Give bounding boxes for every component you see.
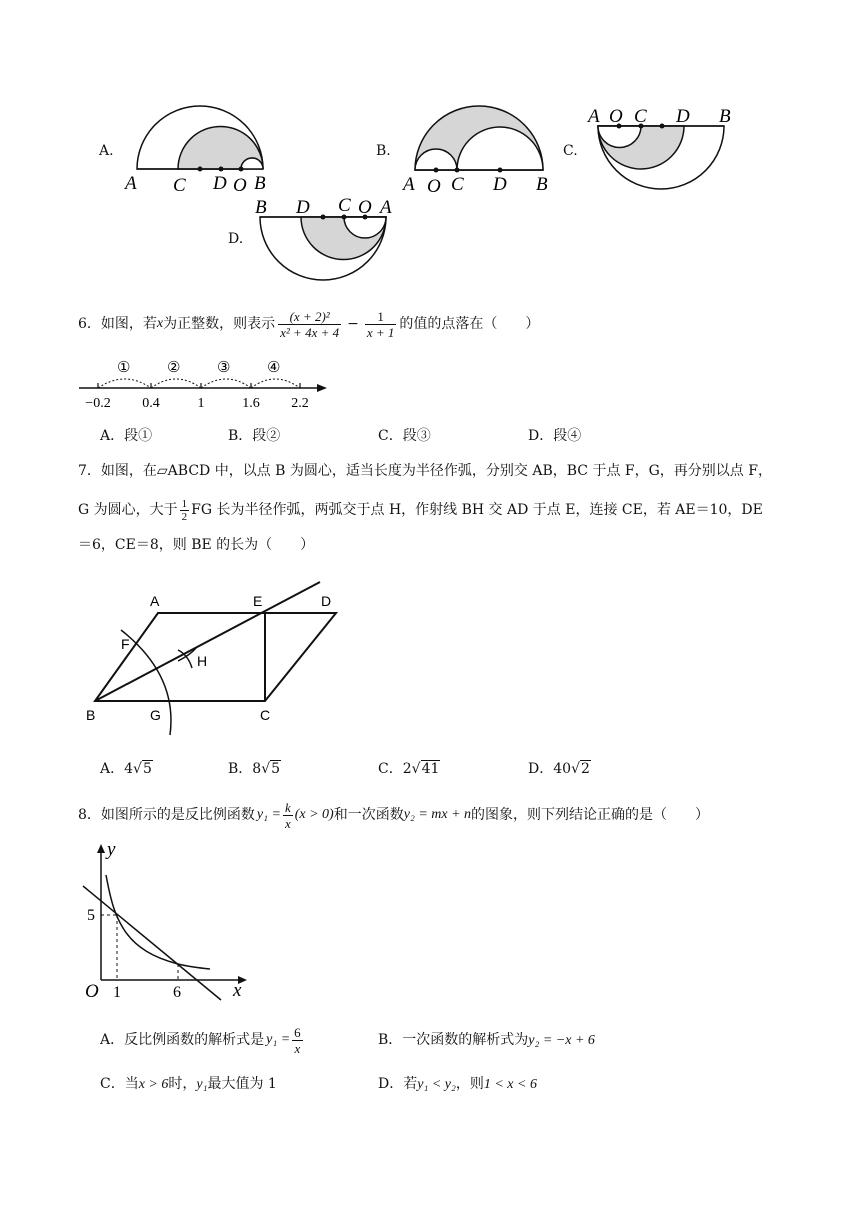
q8-option-c: C．当x > 6时，y₁最大值为 1 (100, 1076, 277, 1092)
segment-2: ② (167, 358, 181, 376)
q8-k: k (284, 799, 291, 815)
y-tick-5: 5 (87, 907, 95, 924)
q8-x: x (284, 815, 291, 831)
q8-stem-mid: 和一次函数 (333, 807, 404, 823)
q8-option-b: B．一次函数的解析式为y₂ = −x + 6 (378, 1032, 595, 1048)
label-b: B (255, 197, 267, 218)
q7-option-b: B．8√5 (228, 761, 281, 777)
q6-frac1-num: (x + 2)² (278, 309, 341, 325)
q7-option-a: A．4√5 (100, 761, 152, 777)
segment-4: ④ (267, 358, 281, 376)
q7-stem-line2 (78, 493, 763, 527)
q6-frac2-num: 1 (365, 309, 397, 325)
q7-stem-line1: 7．如图，在▱ABCD 中，以点 B 为圆心，适当长度为半径作弧，分别交 AB，BC 于点 F，G，再分别以点 F， (78, 463, 772, 479)
tick-label: −0.2 (85, 396, 111, 411)
label-c: C (451, 174, 464, 195)
semicircle-figure-b (395, 78, 560, 196)
label-d: D (296, 197, 310, 218)
q6-fraction-2 (365, 309, 397, 340)
tick-label: 2.2 (291, 396, 309, 411)
label-b: B (86, 707, 96, 723)
label-a: A (588, 106, 600, 127)
label-g: G (150, 707, 161, 723)
segment-3: ③ (217, 358, 231, 376)
q6-frac1-den: x² + 4x + 4 (280, 324, 340, 340)
label-d: D (213, 173, 227, 194)
q6-option-a: A．段① (100, 428, 153, 444)
q6-fraction-1 (278, 309, 341, 340)
q7-stem-line3: ＝6，CE＝8，则 BE 的长为（ ） (78, 537, 315, 553)
q8-stem-post: 的图象，则下列结论正确的是（ ） (471, 807, 710, 823)
semicircle-figure-a (115, 90, 285, 195)
label-c: C (260, 707, 271, 723)
origin-label: O (85, 981, 99, 1002)
x-axis-label: x (233, 980, 242, 1001)
q6-option-b: B．段② (228, 428, 281, 444)
option-d-label: D. (228, 231, 244, 247)
q8-option-a: A．反比例函数的解析式是 y₁ = $\frac{6}{x}$ (100, 1024, 301, 1056)
label-o: O (233, 175, 247, 195)
x-tick-6: 6 (173, 984, 181, 1001)
q7-option-d: D．40√2 (528, 761, 590, 777)
q8-k-over-x (283, 800, 293, 831)
label-b: B (719, 106, 731, 127)
label-e: E (253, 593, 263, 609)
segment-1: ① (117, 358, 131, 376)
q8-stem (78, 796, 709, 834)
tick-label: 1 (197, 396, 205, 411)
y-axis-label: y (107, 840, 116, 860)
q6-stem (78, 304, 539, 344)
label-c: C (338, 195, 351, 216)
x-tick-1: 1 (113, 984, 121, 1001)
q8-y2: y₂ = mx + n (403, 807, 472, 822)
label-c: C (173, 175, 186, 195)
q7-option-c: C．2√41 (378, 761, 440, 777)
q7-parallelogram-figure (80, 575, 360, 740)
q8-stem-pre: 8．如图所示的是反比例函数 (78, 807, 255, 823)
q8-option-d: D．若y₁ < y₂，则1 < x < 6 (378, 1076, 537, 1092)
label-a: A (150, 593, 160, 609)
q6-number-line (75, 352, 335, 412)
q7-line2-pre: G 为圆心，大于 (78, 502, 178, 518)
q7-half-den: 2 (181, 510, 188, 523)
option-a-label: A. (99, 143, 114, 159)
label-b: B (536, 174, 548, 195)
q6-frac2-den: x + 1 (366, 324, 395, 340)
label-d: D (493, 174, 507, 195)
q6-stem-post: 的值的点落在（ ） (399, 316, 540, 332)
semicircle-figure-c (585, 100, 745, 195)
q6-option-d: D．段④ (528, 428, 582, 444)
option-b-label: B. (376, 143, 391, 159)
q7-line2-post: FG 长为半径作弧，两弧交于点 H，作射线 BH 交 AD 于点 E，连接 CE，若 AE＝10，DE (191, 502, 763, 518)
q6-minus: − (347, 316, 359, 332)
tick-label: 1.6 (242, 396, 260, 411)
label-o: O (427, 176, 441, 196)
q8-cond: (x > 0) (294, 807, 334, 822)
option-c-label: C. (563, 143, 578, 159)
label-h: H (197, 653, 208, 669)
label-f: F (121, 636, 130, 652)
tick-label: 0.4 (142, 396, 160, 411)
q8-y1: y₁ = (256, 807, 281, 822)
q6-stem-mid: 为正整数，则表示 (163, 316, 276, 332)
label-b: B (254, 173, 266, 194)
label-o: O (358, 197, 372, 218)
q8-function-graph (75, 840, 260, 1005)
q7-half-num: 1 (181, 497, 188, 510)
q7-half-fraction (180, 498, 190, 523)
label-a: A (403, 174, 415, 195)
q6-var-x: x (156, 316, 164, 331)
q6-stem-pre: 6．如图，若 (78, 316, 157, 332)
semicircle-figure-d (250, 190, 410, 295)
label-a: A (125, 173, 137, 194)
label-o: O (609, 106, 623, 127)
label-d: D (676, 106, 690, 127)
label-a: A (380, 197, 392, 218)
label-c: C (634, 106, 647, 127)
label-d: D (321, 593, 332, 609)
q6-option-c: C．段③ (378, 428, 431, 444)
